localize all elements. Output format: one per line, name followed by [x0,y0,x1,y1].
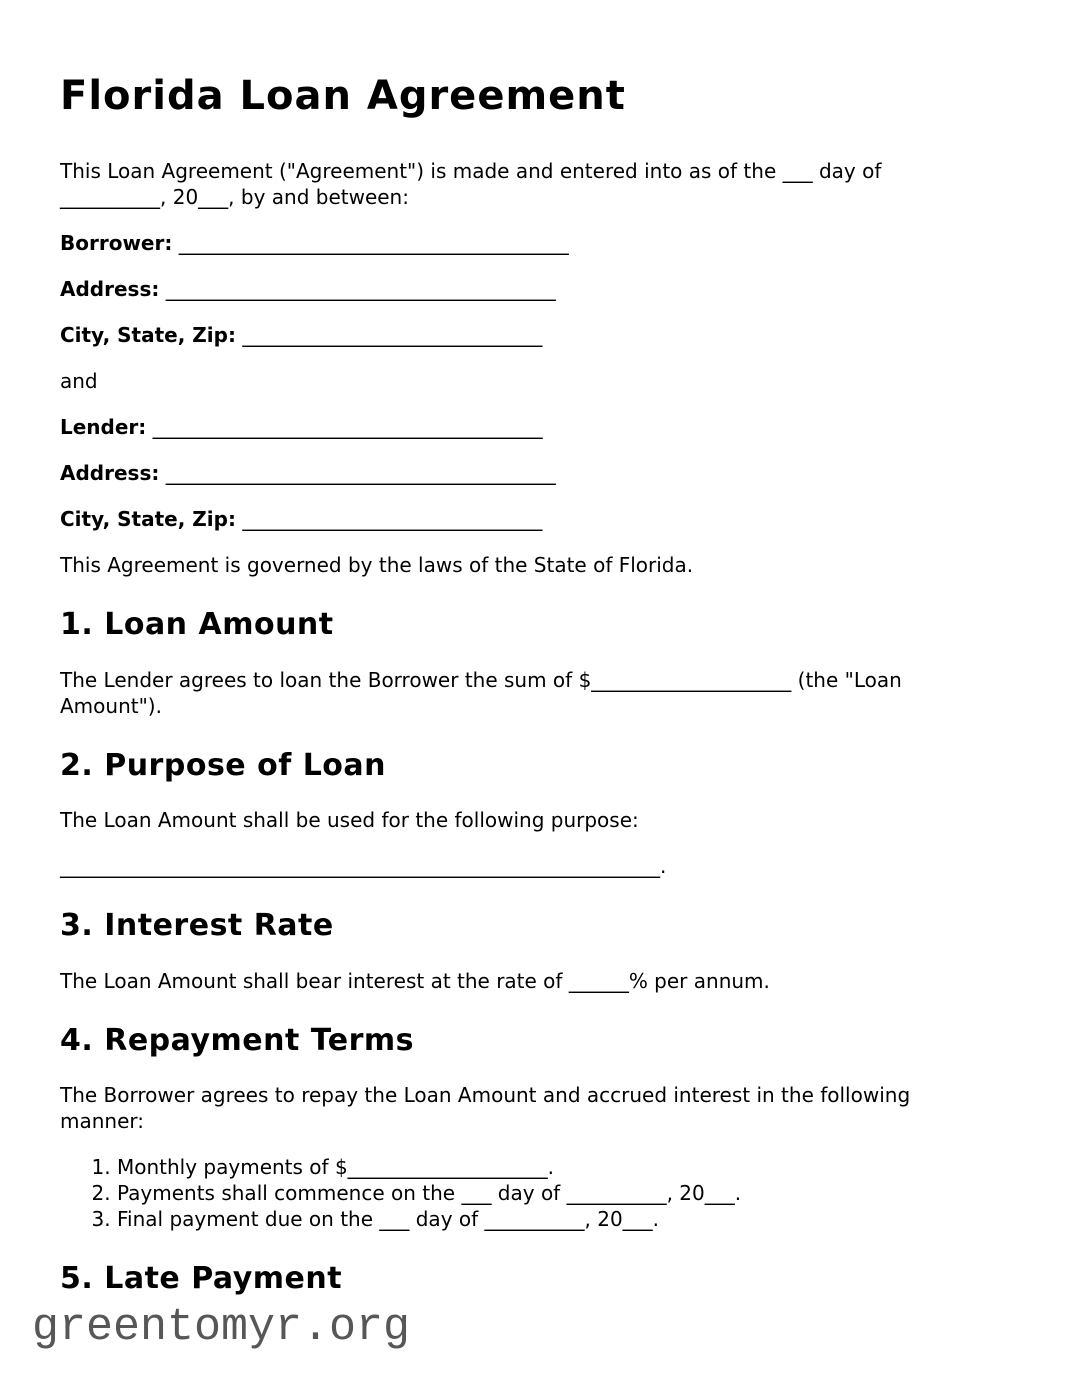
section-5-heading: 5. Late Payment [60,1261,343,1296]
borrower-city-state-zip-label: City, State, Zip: [60,323,236,347]
repayment-term-item-1: 1. Monthly payments of $____________________. [117,1154,970,1180]
repayment-term-item-3: 3. Final payment due on the ___ day of __________, 20___. [117,1206,970,1232]
repayment-terms-list [60,1154,970,1232]
lender-address-label: Address: [60,461,160,485]
borrower-address-field [60,276,970,302]
borrower-address-blank: _______________________________________ [165,277,556,301]
intro-paragraph: This Loan Agreement ("Agreement") is made and entered into as of the ___ day of __________, 20___, by and between: [60,159,882,209]
borrower-name-label: Borrower: [60,231,173,255]
governing-law-paragraph: This Agreement is governed by the laws of the State of Florida. [60,553,694,577]
section-2-body: The Loan Amount shall be used for the following purpose: [60,808,639,832]
conjunction-text: and [60,369,98,393]
borrower-name-field [60,230,970,256]
lender-name-label: Lender: [60,415,147,439]
lender-city-state-zip-field [60,506,970,532]
lender-address-field [60,460,970,486]
borrower-city-state-zip-field [60,322,970,348]
lender-name-field [60,414,970,440]
section-1-body: The Lender agrees to loan the Borrower the sum of $____________________ (the "Loan Amount"). [60,667,902,718]
lender-name-blank: _______________________________________ [152,415,543,439]
section-2-heading: 2. Purpose of Loan [60,747,387,783]
section-3-body: The Loan Amount shall bear interest at the rate of ______% per annum. [60,968,770,993]
borrower-city-state-zip-blank: ______________________________ [242,323,543,347]
lender-city-state-zip-blank: ______________________________ [242,507,543,531]
document-title: Florida Loan Agreement [60,73,626,119]
section-2-fill-line: ____________________________________________________________. [60,854,667,878]
lender-address-blank: _______________________________________ [165,461,556,485]
lender-city-state-zip-label: City, State, Zip: [60,507,236,531]
borrower-name-blank: _______________________________________ [178,231,569,255]
repayment-term-item-2: 2. Payments shall commence on the ___ day of __________, 20___. [117,1180,970,1206]
section-4-body: The Borrower agrees to repay the Loan Amount and accrued interest in the following manner: [60,1083,911,1133]
watermark-text: greentomyr.org [32,1302,411,1353]
section-3-heading: 3. Interest Rate [60,908,334,943]
section-1-heading: 1. Loan Amount [60,607,334,642]
borrower-address-label: Address: [60,277,160,301]
section-4-heading: 4. Repayment Terms [60,1022,414,1058]
